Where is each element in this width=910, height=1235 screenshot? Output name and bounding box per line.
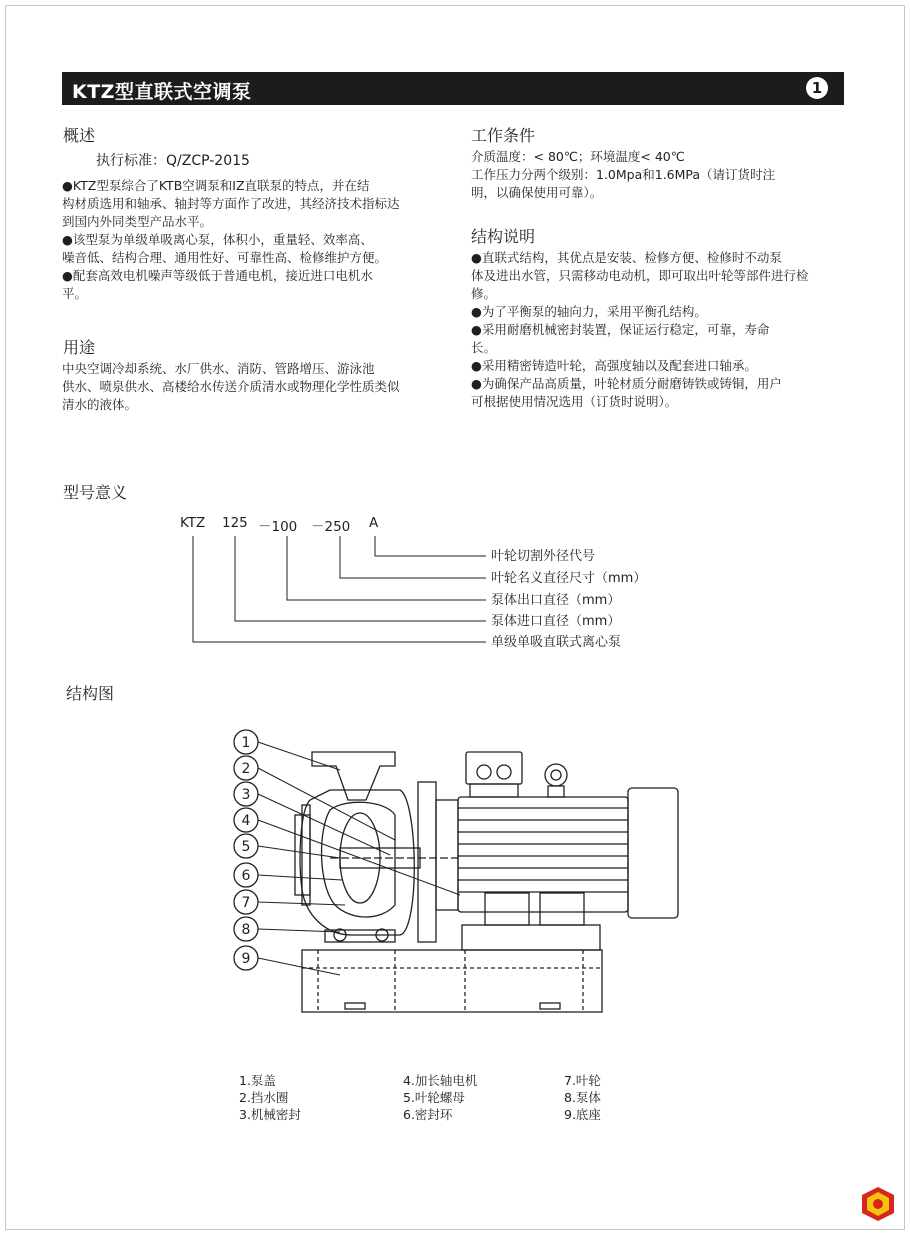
overview-line: 构材质选用和轴承、轴封等方面作了改进，其经济技术指标达: [62, 196, 400, 211]
legend-inlet-diameter: 泵体进口直径（mm）: [491, 614, 621, 629]
motor-body: [458, 797, 628, 912]
part-item: 3.机械密封: [239, 1107, 301, 1122]
brand-logo-icon: [858, 1184, 898, 1224]
structure-line: ●采用精密铸造叶轮，高强度轴以及配套进口轴承。: [471, 358, 757, 373]
model-part-250: －250: [311, 519, 351, 535]
usage-line: 清水的液体。: [62, 397, 138, 412]
parts-col-1: [239, 1072, 301, 1123]
part-item: 9.底座: [564, 1107, 601, 1122]
structure-line: ●直联式结构，其优点是安装、检修方便、检修时不动泵: [471, 250, 782, 265]
usage-line: 中央空调冷却系统、水厂供水、消防、管路增压、游泳池: [62, 361, 375, 376]
callout-label-6: 6: [241, 868, 251, 884]
motor-flange: [418, 782, 436, 942]
conditions-heading: 工作条件: [471, 126, 536, 145]
standard-line: 执行标准：Q/ZCP-2015: [96, 153, 250, 169]
structure-line: ●为确保产品高质量，叶轮材质分耐磨铸铁或铸铜，用户: [471, 376, 782, 391]
model-part-ktz: KTZ: [180, 515, 206, 531]
part-item: 6.密封环: [403, 1107, 453, 1122]
usage-heading: 用途: [63, 338, 96, 357]
model-heading: 型号意义: [63, 483, 128, 502]
structure-line: 可根据使用情况选用（订货时说明）。: [471, 394, 678, 409]
part-item: 7.叶轮: [564, 1073, 601, 1088]
callout-label-4: 4: [241, 813, 251, 829]
part-item: 2.挡水圈: [239, 1090, 289, 1105]
conditions-line: 工作压力分两个级别：1.0Mpa和1.6MPa（请订货时注: [471, 167, 776, 182]
conditions-line: 明，以确保使用可靠）。: [471, 185, 603, 200]
model-part-125: 125: [222, 515, 248, 531]
pump-volute: [300, 790, 414, 935]
overview-heading: 概述: [63, 126, 96, 145]
callout-label-9: 9: [241, 951, 251, 967]
part-item: 8.泵体: [564, 1090, 601, 1105]
overview-line: 平。: [62, 286, 88, 301]
part-item: 4.加长轴电机: [403, 1073, 478, 1088]
structure-line: 体及进出水管，只需移动电动机，即可取出叶轮等部件进行检: [471, 268, 809, 283]
page-number-badge: 1: [806, 77, 828, 99]
conditions-line: 介质温度：< 80℃；环境温度< 40℃: [471, 149, 685, 164]
motor-fan-cover: [628, 788, 678, 918]
parts-col-3: [564, 1072, 601, 1123]
callout-label-1: 1: [241, 735, 251, 751]
parts-col-2: [403, 1072, 477, 1123]
callout-label-3: 3: [241, 787, 251, 803]
part-item: 1.泵盖: [239, 1073, 276, 1088]
structure-line: 修。: [471, 286, 497, 301]
overview-line: 到国内外同类型产品水平。: [62, 214, 213, 229]
structure-heading: 结构说明: [471, 227, 536, 246]
overview-line: 噪音低、结构合理、通用性好、可靠性高、检修维护方便。: [62, 250, 388, 265]
diagram-heading: 结构图: [66, 684, 115, 703]
callout-label-7: 7: [241, 895, 251, 911]
overview-line: ●配套高效电机噪声等级低于普通电机，接近进口电机水: [62, 268, 373, 283]
terminal-box: [466, 752, 522, 784]
overview-line: ●KTZ型泵综合了KTB空调泵和IZ直联泵的特点，并在结: [62, 178, 370, 193]
usage-line: 供水、喷泉供水、高楼给水传送介质清水或物理化学性质类似: [62, 379, 400, 394]
structure-line: 长。: [471, 340, 497, 355]
callout-label-5: 5: [241, 839, 251, 855]
model-part-a: A: [369, 515, 379, 531]
legend-pump-type: 单级单吸直联式离心泵: [491, 635, 622, 650]
legend-outlet-diameter: 泵体出口直径（mm）: [491, 593, 621, 608]
model-part-100: －100: [258, 519, 298, 535]
part-item: 5.叶轮螺母: [403, 1090, 465, 1105]
overview-line: ●该型泵为单级单吸离心泵，体积小，重量轻、效率高、: [62, 232, 373, 247]
structure-line: ●为了平衡泵的轴向力，采用平衡孔结构。: [471, 304, 707, 319]
legend-impeller-trim: 叶轮切割外径代号: [491, 549, 596, 564]
structure-line: ●采用耐磨机械密封装置，保证运行稳定，可靠，寿命: [471, 322, 770, 337]
legend-impeller-diameter: 叶轮名义直径尺寸（mm）: [491, 571, 647, 586]
callout-label-2: 2: [241, 761, 251, 777]
callout-label-8: 8: [241, 922, 251, 938]
page-title: KTZ型直联式空调泵: [72, 81, 252, 103]
